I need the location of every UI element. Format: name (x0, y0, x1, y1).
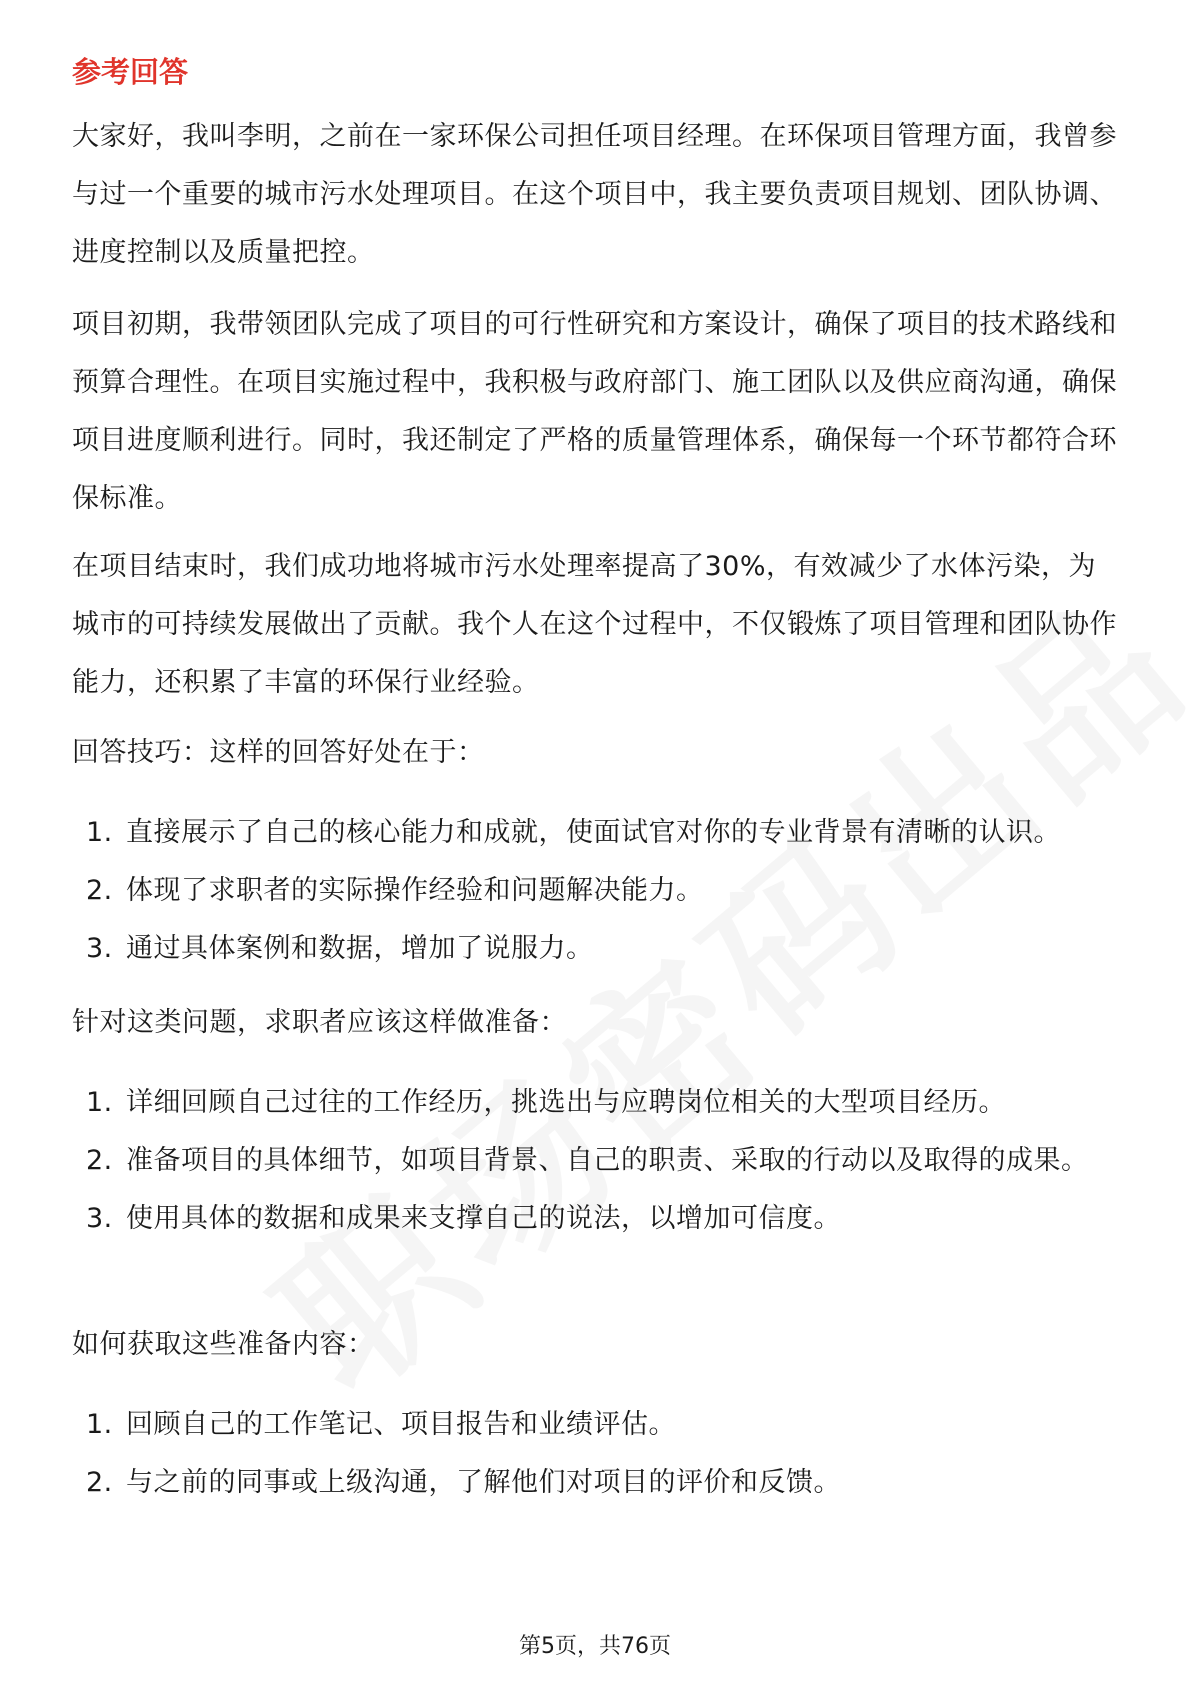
section-heading: 参考回答 (72, 55, 189, 89)
page-number: 第5页，共76页 (519, 1634, 671, 1659)
tips-heading: 回答技巧：这样的回答好处在于： (72, 737, 485, 768)
list-number: 2. (86, 1145, 113, 1176)
list-number: 1. (86, 1409, 113, 1440)
source-list (72, 1396, 1118, 1512)
tips-list (72, 804, 1118, 978)
list-item (72, 804, 1118, 862)
list-item (72, 1074, 1118, 1132)
list-item (72, 1190, 1118, 1248)
list-number: 3. (86, 1203, 113, 1234)
list-text: 详细回顾自己过往的工作经历，挑选出与应聘岗位相关的大型项目经历。 (126, 1087, 1006, 1118)
list-item (72, 920, 1118, 978)
list-item (72, 1396, 1118, 1454)
list-number: 1. (86, 817, 113, 848)
list-number: 3. (86, 933, 113, 964)
list-text: 使用具体的数据和成果来支撑自己的说法，以增加可信度。 (126, 1203, 841, 1234)
paragraph-result: 在项目结束时，我们成功地将城市污水处理率提高了30%，有效减少了水体污染，为城市的可持续发展做出了贡献。我个人在这个过程中，不仅锻炼了项目管理和团队协作能力，还积累了丰富的环保行业经验。 (72, 551, 1117, 698)
list-text: 体现了求职者的实际操作经验和问题解决能力。 (126, 875, 704, 906)
list-text: 回顾自己的工作笔记、项目报告和业绩评估。 (126, 1409, 676, 1440)
list-item (72, 1132, 1118, 1190)
source-heading: 如何获取这些准备内容： (72, 1329, 375, 1360)
prep-heading: 针对这类问题，求职者应该这样做准备： (72, 1007, 567, 1038)
list-number: 1. (86, 1087, 113, 1118)
list-item (72, 862, 1118, 920)
list-text: 准备项目的具体细节，如项目背景、自己的职责、采取的行动以及取得的成果。 (126, 1145, 1089, 1176)
list-number: 2. (86, 875, 113, 906)
list-text: 直接展示了自己的核心能力和成就，使面试官对你的专业背景有清晰的认识。 (126, 817, 1061, 848)
prep-list (72, 1074, 1118, 1248)
list-text: 通过具体案例和数据，增加了说服力。 (126, 933, 594, 964)
list-text: 与之前的同事或上级沟通，了解他们对项目的评价和反馈。 (126, 1467, 841, 1498)
paragraph-process: 项目初期，我带领团队完成了项目的可行性研究和方案设计，确保了项目的技术路线和预算合理性。在项目实施过程中，我积极与政府部门、施工团队以及供应商沟通，确保项目进度顺利进行。同时，我还制定了严格的质量管理体系，确保每一个环节都符合环保标准。 (72, 309, 1117, 514)
paragraph-intro: 大家好，我叫李明，之前在一家环保公司担任项目经理。在环保项目管理方面，我曾参与过一个重要的城市污水处理项目。在这个项目中，我主要负责项目规划、团队协调、进度控制以及质量把控。 (72, 121, 1117, 268)
list-item (72, 1454, 1118, 1512)
list-number: 2. (86, 1467, 113, 1498)
